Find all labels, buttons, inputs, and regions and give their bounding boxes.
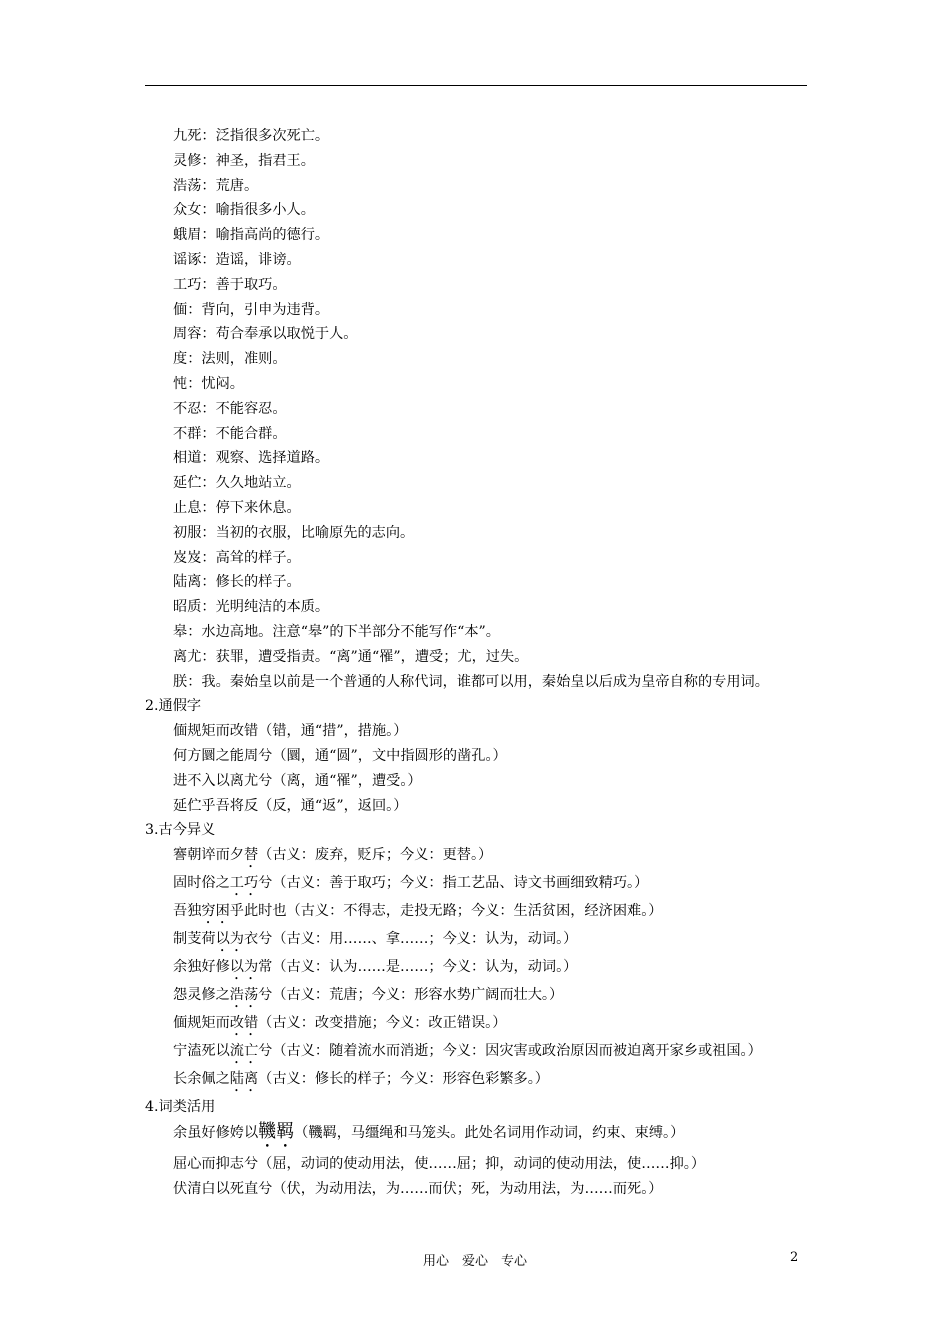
example-item bbox=[145, 871, 810, 899]
example-text: 余独好修 bbox=[173, 959, 230, 976]
emphasized-word: 以为 bbox=[215, 931, 244, 948]
example-gloss: 兮（古义：荒唐；今义：形容水势广阔而壮大。） bbox=[258, 987, 564, 1004]
definition-item: 延伫：久久地站立。 bbox=[173, 475, 301, 492]
example-gloss: 伏清白以死直兮（伏，为动用法，为……而伏；死，为动用法，为……而死。） bbox=[173, 1180, 663, 1197]
definition-item: 相道：观察、选择道路。 bbox=[173, 450, 330, 467]
example-text: 制芰荷 bbox=[173, 931, 216, 948]
example-item: 偭规矩而改错（错，通“措”，措施。） bbox=[173, 723, 408, 740]
example-text: 偭规矩而 bbox=[173, 1015, 230, 1032]
section-heading: 4.词类活用 bbox=[145, 1099, 216, 1116]
definition-item: 不忍：不能容忍。 bbox=[173, 400, 287, 417]
definition-item-zhen: 朕：我。秦始皇以前是一个普通的人称代词，谁都可以用，秦始皇以后成为皇帝自称的专用词。 bbox=[173, 673, 769, 690]
section-gujinyiyi bbox=[145, 818, 810, 1095]
definition-item: 谣诼：造谣，诽谤。 bbox=[173, 251, 301, 268]
emphasized-word: 以为 bbox=[229, 959, 259, 976]
definition-item: 众女：喻指很多小人。 bbox=[173, 202, 315, 219]
example-text: 长余佩之 bbox=[173, 1071, 230, 1088]
section-heading: 3.古今异义 bbox=[145, 822, 216, 839]
example-item bbox=[145, 1152, 810, 1177]
example-item bbox=[145, 1177, 810, 1202]
definition-item: 忳：忧闷。 bbox=[173, 375, 244, 392]
example-item bbox=[145, 1039, 810, 1067]
example-gloss: 乎此时也（古义：不得志，走投无路；今义：生活贫困，经济困难。） bbox=[229, 903, 663, 920]
emphasized-word: 改错 bbox=[229, 1015, 259, 1032]
example-text: 吾独 bbox=[173, 903, 202, 920]
header-rule bbox=[145, 85, 807, 86]
definition-item: 度：法则，准则。 bbox=[173, 351, 287, 368]
example-item bbox=[145, 955, 810, 983]
definition-list bbox=[145, 124, 810, 694]
definition-item: 皋：水边高地。注意“皋”的下半部分不能写作“本”。 bbox=[173, 623, 500, 640]
example-text: 余虽好修姱以 bbox=[173, 1124, 259, 1141]
definition-item: 偭：背向，引申为违背。 bbox=[173, 301, 330, 318]
definition-item: 初服：当初的衣服，比喻原先的志向。 bbox=[173, 524, 415, 541]
example-item bbox=[145, 1011, 810, 1039]
emphasized-word: 替 bbox=[243, 847, 259, 864]
definition-item: 陆离：修长的样子。 bbox=[173, 574, 301, 591]
example-gloss: 兮（古义：善于取巧；今义：指工艺品、诗文书画细致精巧。） bbox=[258, 875, 649, 892]
definition-item: 灵修：神圣，指君王。 bbox=[173, 152, 315, 169]
footer-motto: 用心 爱心 专心 bbox=[422, 1254, 527, 1269]
definition-item: 昭质：光明纯洁的本质。 bbox=[173, 599, 330, 616]
emphasized-word: 浩荡 bbox=[229, 987, 259, 1004]
emphasized-word: 流亡 bbox=[229, 1043, 259, 1060]
example-item: 何方圜之能周兮（圜，通“圆”，文中指圆形的凿孔。） bbox=[173, 747, 507, 764]
definition-item: 蛾眉：喻指高尚的德行。 bbox=[173, 227, 330, 244]
definition-item: 工巧：善于取巧。 bbox=[173, 276, 287, 293]
example-item bbox=[145, 1067, 810, 1095]
example-gloss: （古义：废弃，贬斥；今义：更替。） bbox=[258, 847, 493, 864]
example-item bbox=[145, 927, 810, 955]
example-gloss: （古义：修长的样子；今义：形容色彩繁多。） bbox=[258, 1071, 549, 1088]
example-item: 进不入以离尤兮（离，通“罹”，遭受。） bbox=[173, 772, 422, 789]
example-text: 謇朝谇而夕 bbox=[173, 847, 244, 864]
example-gloss: （鞿羁，马缰绳和马笼头。此处名词用作动词，约束、束缚。） bbox=[294, 1124, 685, 1141]
definition-item: 九死：泛指很多次死亡。 bbox=[173, 128, 330, 144]
example-item bbox=[145, 899, 810, 927]
emphasized-word: 鞿羁 bbox=[258, 1120, 295, 1142]
definition-item: 止息：停下来休息。 bbox=[173, 499, 301, 516]
example-gloss: 衣兮（古义：用……、拿……；今义：认为，动词。） bbox=[243, 931, 578, 948]
example-gloss: （古义：改变措施；今义：改正错误。） bbox=[258, 1015, 507, 1032]
definition-item: 浩荡：荒唐。 bbox=[173, 177, 259, 194]
section-cileihuoyong bbox=[145, 1095, 810, 1201]
emphasized-word: 工巧 bbox=[229, 875, 259, 892]
example-item: 延伫乎吾将反（反，通“返”，返回。） bbox=[173, 797, 408, 814]
emphasized-word: 穷困 bbox=[201, 903, 230, 920]
page-body bbox=[145, 124, 810, 1202]
page-number: 2 bbox=[790, 1250, 799, 1265]
example-gloss: 常（古义：认为……是……；今义：认为，动词。） bbox=[258, 959, 578, 976]
section-heading: 2.通假字 bbox=[145, 698, 202, 715]
example-text: 怨灵修之 bbox=[173, 987, 230, 1004]
example-item bbox=[145, 983, 810, 1011]
example-gloss: 兮（古义：随着流水而消逝；今义：因灾害或政治原因而被迫离开家乡或祖国。） bbox=[258, 1043, 762, 1060]
example-item bbox=[145, 843, 810, 871]
example-item bbox=[145, 1120, 810, 1152]
example-text: 固时俗之 bbox=[173, 875, 230, 892]
example-text: 宁溘死以 bbox=[173, 1043, 230, 1060]
example-gloss: 屈心而抑志兮（屈，动词的使动用法，使……屈；抑，动词的使动用法，使……抑。） bbox=[173, 1155, 706, 1172]
definition-item: 岌岌：高耸的样子。 bbox=[173, 549, 301, 566]
definition-item: 周容：苟合奉承以取悦于人。 bbox=[173, 326, 358, 343]
emphasized-word: 陆离 bbox=[229, 1071, 259, 1088]
definition-item: 不群：不能合群。 bbox=[173, 425, 287, 442]
definition-item: 离尤：获罪，遭受指责。“离”通“罹”，遭受；尤，过失。 bbox=[173, 648, 529, 665]
section-tongjiazi bbox=[145, 694, 810, 818]
